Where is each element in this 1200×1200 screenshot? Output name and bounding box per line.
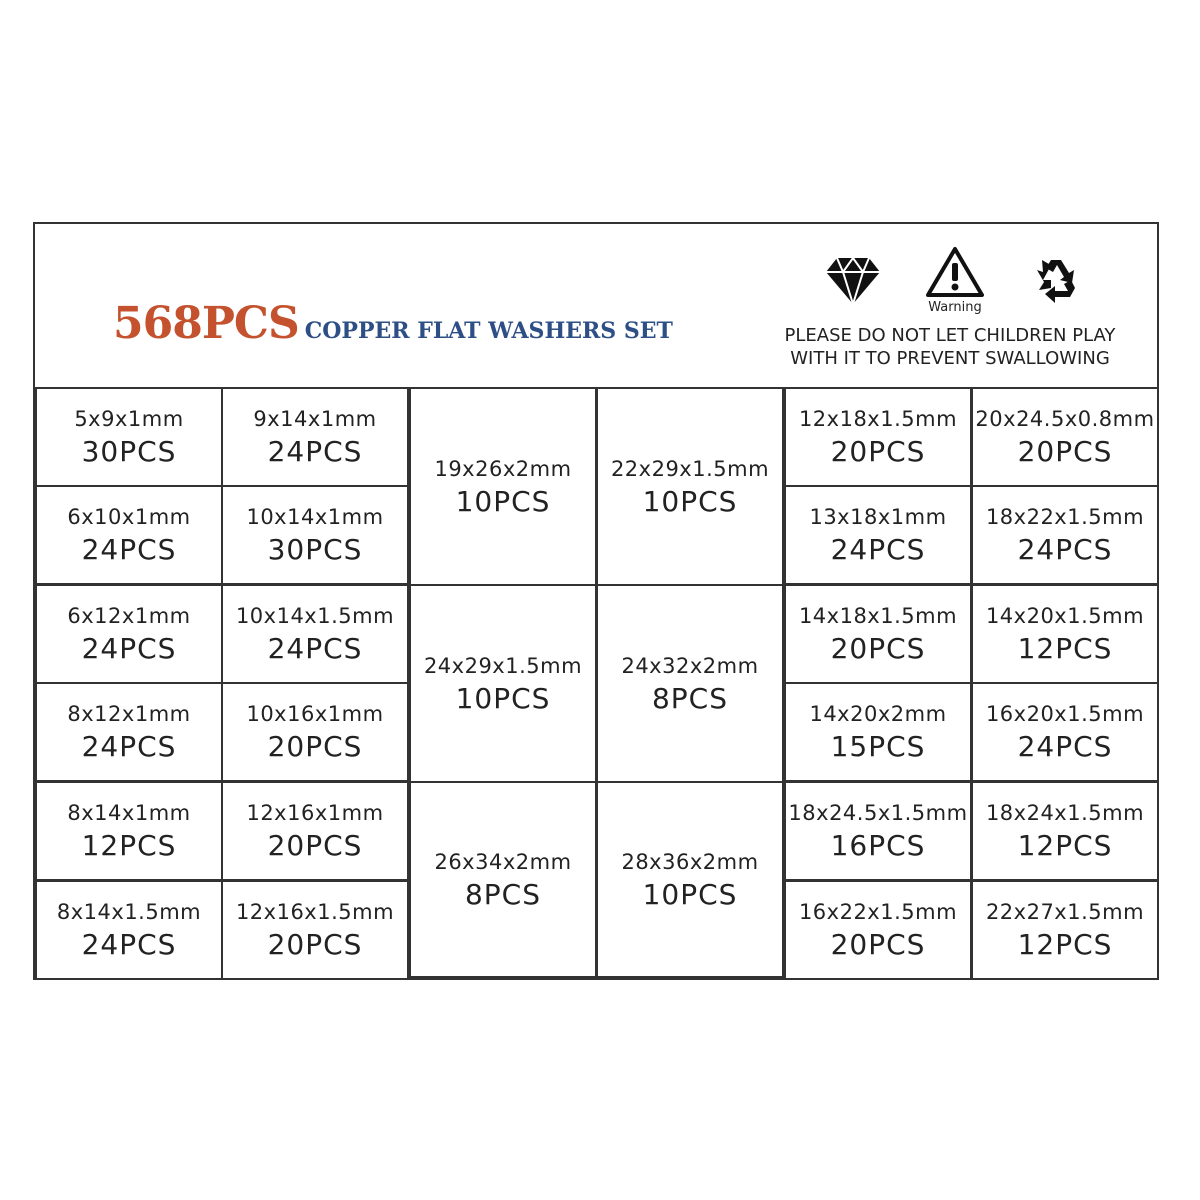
washer-size: 6x12x1mm <box>67 604 191 628</box>
washer-quantity: 20PCS <box>830 632 926 665</box>
washer-quantity: 12PCS <box>1017 928 1113 961</box>
washer-set-label-card <box>33 222 1159 980</box>
washer-cell <box>784 682 972 782</box>
washer-cell <box>971 682 1159 782</box>
washer-quantity: 12PCS <box>81 829 177 862</box>
washer-size: 12x16x1mm <box>246 801 384 825</box>
washer-size: 28x36x2mm <box>621 849 759 874</box>
washer-cell <box>784 584 972 684</box>
diamond-icon <box>825 256 881 306</box>
washer-quantity: 20PCS <box>267 829 363 862</box>
washer-size: 12x16x1.5mm <box>235 900 395 924</box>
washer-quantity: 30PCS <box>81 435 177 468</box>
washer-cell <box>35 781 223 881</box>
washer-size: 9x14x1mm <box>253 407 377 431</box>
washer-size: 26x34x2mm <box>434 849 572 874</box>
washer-size: 18x24x1.5mm <box>985 801 1145 825</box>
washer-quantity: 12PCS <box>1017 829 1113 862</box>
washer-cell <box>971 485 1159 585</box>
washer-size: 10x16x1mm <box>246 702 384 726</box>
washer-size: 20x24.5x0.8mm <box>975 407 1155 431</box>
washer-size: 8x14x1.5mm <box>56 900 202 924</box>
washer-size: 22x27x1.5mm <box>985 900 1145 924</box>
washer-quantity: 24PCS <box>830 533 926 566</box>
washer-quantity: 24PCS <box>267 632 363 665</box>
washer-cell <box>409 781 597 978</box>
warning-icon-label: Warning <box>928 300 982 315</box>
washer-cell <box>221 387 409 487</box>
warning-icon <box>925 246 985 298</box>
washer-quantity: 24PCS <box>267 435 363 468</box>
washer-size: 24x32x2mm <box>621 653 759 678</box>
washer-cell <box>784 880 972 980</box>
washer-quantity: 15PCS <box>830 730 926 763</box>
washer-quantity: 12PCS <box>1017 632 1113 665</box>
washer-size: 19x26x2mm <box>434 456 572 481</box>
label-header <box>35 224 1157 389</box>
washer-size: 12x18x1.5mm <box>798 407 958 431</box>
washer-size: 8x12x1mm <box>67 702 191 726</box>
washer-quantity: 24PCS <box>81 730 177 763</box>
washer-cell <box>221 485 409 585</box>
washer-quantity: 8PCS <box>464 877 542 911</box>
washer-quantity: 10PCS <box>642 484 738 518</box>
washer-cell <box>221 682 409 782</box>
washer-cell <box>971 584 1159 684</box>
washer-quantity: 20PCS <box>830 928 926 961</box>
washer-cell <box>35 584 223 684</box>
washer-cell <box>221 781 409 881</box>
washer-size: 16x22x1.5mm <box>798 900 958 924</box>
product-title <box>113 298 673 349</box>
washer-quantity: 16PCS <box>830 829 926 862</box>
washer-size: 5x9x1mm <box>74 407 184 431</box>
washer-quantity: 10PCS <box>642 877 738 911</box>
washer-cell <box>35 880 223 980</box>
washer-quantity: 20PCS <box>830 435 926 468</box>
washer-size: 10x14x1mm <box>246 505 384 529</box>
washer-size: 22x29x1.5mm <box>610 456 770 481</box>
washer-quantity: 24PCS <box>81 928 177 961</box>
washer-size: 14x18x1.5mm <box>798 604 958 628</box>
washer-quantity: 24PCS <box>1017 533 1113 566</box>
washer-quantity: 8PCS <box>651 681 729 715</box>
washer-quantity: 30PCS <box>267 533 363 566</box>
washer-size: 10x14x1.5mm <box>235 604 395 628</box>
washer-quantity: 20PCS <box>267 730 363 763</box>
washer-cell <box>784 485 972 585</box>
washer-quantity: 24PCS <box>81 632 177 665</box>
washer-cell <box>596 781 784 978</box>
icon-row <box>815 244 1115 319</box>
washer-size: 18x22x1.5mm <box>985 505 1145 529</box>
washer-cell <box>971 880 1159 980</box>
washer-size: 13x18x1mm <box>809 505 947 529</box>
recycle-icon <box>1031 254 1081 304</box>
washer-size: 14x20x2mm <box>809 702 947 726</box>
washer-cell <box>409 584 597 783</box>
washer-quantity: 20PCS <box>1017 435 1113 468</box>
title-name: COPPER FLAT WASHERS SET <box>304 318 673 344</box>
washer-size-grid <box>35 387 1157 978</box>
washer-cell <box>221 584 409 684</box>
washer-quantity: 10PCS <box>455 484 551 518</box>
washer-cell <box>409 387 597 586</box>
washer-cell <box>35 682 223 782</box>
washer-size: 14x20x1.5mm <box>985 604 1145 628</box>
warning-line-2: WITH IT TO PREVENT SWALLOWING <box>790 348 1110 369</box>
washer-size: 16x20x1.5mm <box>985 702 1145 726</box>
washer-cell <box>596 584 784 783</box>
washer-quantity: 10PCS <box>455 681 551 715</box>
washer-cell <box>971 781 1159 881</box>
washer-size: 24x29x1.5mm <box>423 653 583 678</box>
child-safety-warning <box>735 324 1165 370</box>
washer-size: 6x10x1mm <box>67 505 191 529</box>
washer-cell <box>35 485 223 585</box>
washer-size: 18x24.5x1.5mm <box>788 801 968 825</box>
washer-quantity: 20PCS <box>267 928 363 961</box>
washer-size: 8x14x1mm <box>67 801 191 825</box>
washer-cell <box>971 387 1159 487</box>
title-count: 568PCS <box>113 298 299 349</box>
washer-cell <box>784 781 972 881</box>
washer-quantity: 24PCS <box>81 533 177 566</box>
washer-cell <box>35 387 223 487</box>
washer-quantity: 24PCS <box>1017 730 1113 763</box>
washer-cell <box>596 387 784 586</box>
warning-line-1: PLEASE DO NOT LET CHILDREN PLAY <box>784 325 1116 346</box>
washer-cell <box>221 880 409 980</box>
washer-cell <box>784 387 972 487</box>
